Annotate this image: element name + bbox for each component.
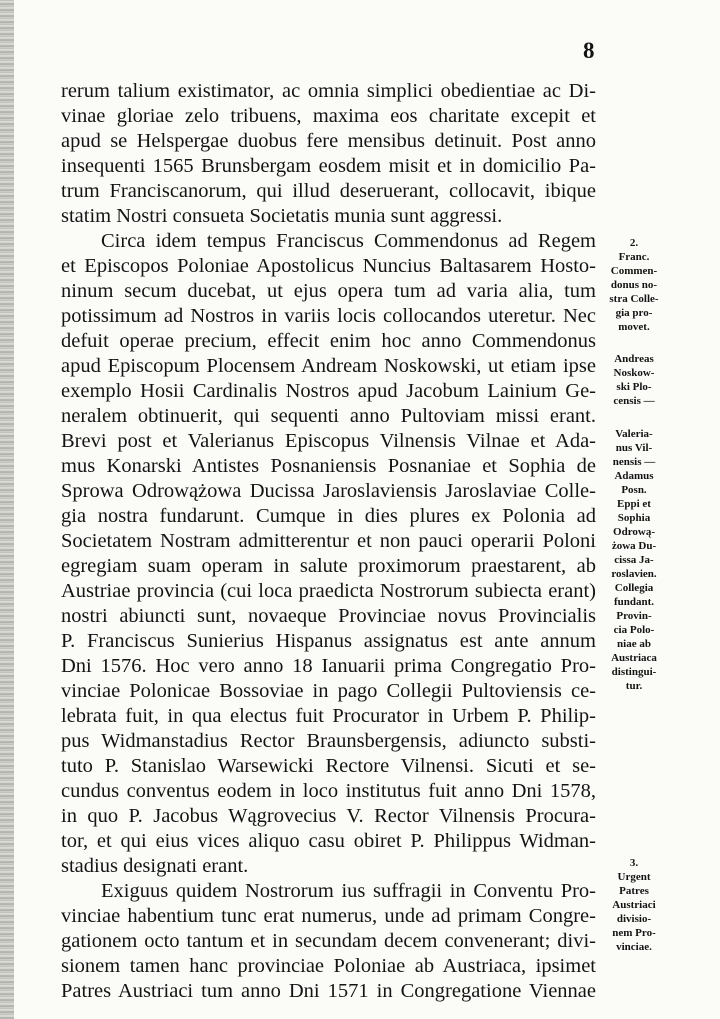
text-line: Brevi post et Valerianus Episcopus Vilnensis Vilnae et Ada- [61,430,596,452]
margin-note: nensis — [612,456,656,468]
text-line: defuit operae precium, effecit enim hoc anno Commendonus [61,330,596,352]
text-line: Exiguus quidem Nostrorum ius suffragii in Conventu Pro- [101,880,596,902]
margin-note: roslavien. [611,568,657,580]
text-line: vinae gloriae zelo tribuens, maxima eos charitate excepit et [61,105,596,127]
margin-note: Patres [619,885,649,897]
margin-note: donus no- [610,279,658,291]
text-line: neralem obtinuerit, qui sequenti anno Pultoviam missi erant. [61,405,596,427]
text-line: P. Franciscus Sunierius Hispanus assignatus est ante annum [61,630,596,652]
margin-note: Valeria- [615,428,653,440]
margin-note: Provin- [616,610,652,622]
text-line: vinciae Polonicae Bossoviae in pago Collegii Pultoviensis ce- [61,680,596,702]
text-line: ninum secum ducebat, ut ejus opera tum ad varia alia, tum [61,280,596,302]
text-line: et Episcopos Poloniae Apostolicus Nuncius Baltasarem Hosto- [61,255,596,277]
text-line: trum Franciscanorum, qui illud deseruerant, collocavit, ibique [61,180,596,202]
margin-note: nus Vil- [615,442,653,454]
text-line: lebrata fuit, in qua electus fuit Procurator in Urbem P. Philip- [61,705,596,727]
margin-note: cissa Ja- [614,554,654,566]
text-line: Circa idem tempus Franciscus Commendonus ad Regem [101,230,596,252]
text-line: sionem tamen hanc provinciae Poloniae ab Austriaca, ipsimet [61,955,596,977]
text-line: apud Episcopum Plocensem Andream Noskowski, ut etiam ipse [61,355,596,377]
text-line: tor, et qui eius vices aliquo casu obiret P. Philippus Widman- [61,830,596,852]
margin-note: Posn. [621,484,647,496]
text-line: Societatem Nostram admitterentur et non pauci operarii Poloni [61,530,596,552]
text-line: tuto P. Stanislao Warsewicki Rectore Vilnensi. Sicuti et se- [61,755,596,777]
margin-note: cia Polo- [613,624,655,636]
margin-note: Urgent [617,871,651,883]
margin-note: Noskow- [613,367,655,379]
margin-note: Franc. [618,251,650,263]
margin-note: vinciae. [616,941,652,953]
scanned-page-edge [0,0,14,1019]
text-line: egregiam suam operam in salute proximorum praestarent, ab [61,555,596,577]
margin-note: 3. [629,857,639,869]
margin-note: ski Plo- [616,381,652,393]
margin-note: Sophia [617,512,651,524]
margin-note: niae ab [617,638,651,650]
margin-note: fundant. [613,596,655,608]
text-line: statim Nostri consueta Societatis munia sunt aggressi. [61,205,503,227]
text-line: nostri abiuncti sunt, novaeque Provinciae novus Provincialis [61,605,596,627]
text-line: in quo P. Jacobus Wągrovecius V. Rector Vilnensis Procura- [61,805,596,827]
margin-note: nem Pro- [612,927,656,939]
text-line: mus Konarski Antistes Posnaniensis Posnaniae et Sophia de [61,455,596,477]
margin-note: Adamus [614,470,654,482]
margin-note: 2. [629,237,639,249]
margin-note: tur. [625,680,643,692]
margin-note: divisio- [616,913,652,925]
margin-note: żowa Du- [611,540,657,552]
text-line: Dni 1576. Hoc vero anno 18 Ianuarii prima Congregatio Pro- [61,655,596,677]
margin-note: Eppi et [617,498,651,510]
text-line: insequenti 1565 Brunsbergam eosdem misit et in domicilio Pa- [61,155,596,177]
margin-note: Collegia [614,582,654,594]
text-line: potissimum ad Nostros in variis locis collocandos uteretur. Nec [61,305,596,327]
margin-note: Odrową- [613,526,655,538]
text-line: gationem octo tantum et in secundam decem convenerant; divi- [61,930,596,952]
text-line: Austriae provincia (cui loca praedicta Nostrorum subiecta erant) [61,580,596,602]
margin-note: distingui- [611,666,657,678]
text-line: Patres Austriaci tum anno Dni 1571 in Congregatione Viennae [61,980,596,1002]
margin-note: censis — [613,395,655,407]
margin-note: stra Colle- [609,293,659,305]
text-line: pus Widmanstadius Rector Braunsbergensis, adiuncto substi- [61,730,596,752]
text-line: vinciae habentium tunc erat numerus, unde ad primam Congre- [61,905,596,927]
margin-note: Andreas [614,353,654,365]
text-line: rerum talium existimator, ac omnia simplici obedientiae ac Di- [61,80,596,102]
text-line: exemplo Hosii Cardinalis Nostros apud Jacobum Lainium Ge- [61,380,596,402]
margin-note: gia pro- [615,307,653,319]
margin-note: Austriaci [612,899,656,911]
page-number: 8 [583,38,595,63]
text-line: gia nostra fundarunt. Cumque in dies plures ex Polonia ad [61,505,596,527]
text-line: cundus conventus eodem in loco institutus fuit anno Dni 1578, [61,780,596,802]
margin-note: movet. [618,321,650,333]
text-line: Sprowa Odrowążowa Ducissa Jaroslaviensis Jaroslaviae Colle- [61,480,596,502]
margin-note: Commen- [610,265,658,277]
text-line: stadius designati erant. [61,855,249,877]
margin-note: Austriaca [611,652,657,664]
text-line: apud se Helspergae duobus fere mensibus detinuit. Post anno [61,130,596,152]
